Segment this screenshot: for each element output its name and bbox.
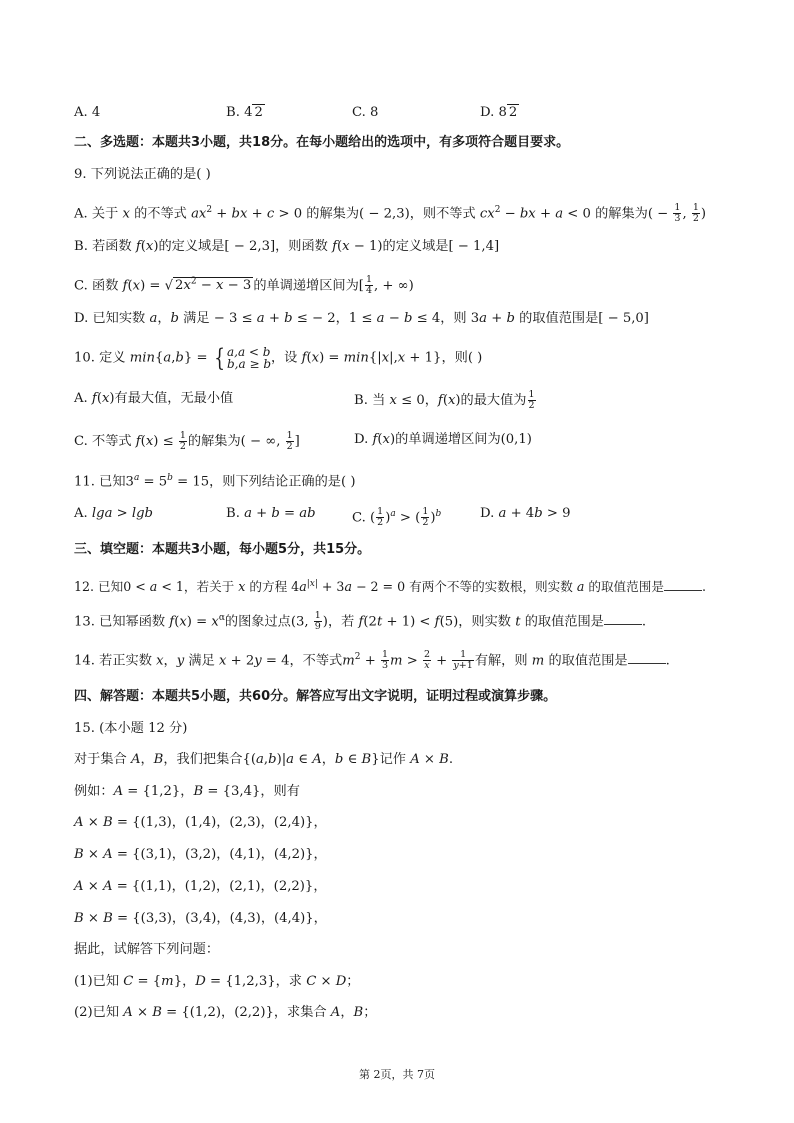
q13: 13. 已知幂函数 $f(x) = x^\alpha$的图象过点(3, $\frac{1}{9}$ )，若 f(2t + 1) < f(5)，则实数 t 的取值范围是 .	[74, 610, 647, 633]
option-c: C. 8	[352, 105, 379, 120]
q11-stem: 11. 已知$3^a = 5^b = 15$，则下列结论正确的是( )	[74, 473, 356, 490]
q15-line-7: 据此，试解答下列问题：	[74, 942, 220, 957]
section-title-solutions: 四、解答题：本题共5小题，共60分。解答应写出文字说明，证明过程或演算步骤。	[74, 689, 557, 704]
q15-line-2: 例如：A = {1,2}，B = {3,4}，则有	[74, 784, 300, 799]
q11-option-d: D. a + 4b > 9	[480, 506, 571, 521]
q9-option-a: A. 关于 x 的不等式 $ax^2$ + bx + c > 0 的解集为( − 2,3)，则不等式 $cx^2$ − bx + a < 0 的解集为( − $\frac{1}{3}$ , $\frac{1}{2}$ )	[74, 202, 707, 225]
q15-line-6: B × B = {(3,3)，(3,4)，(4,3)，(4,4)}，	[74, 911, 327, 926]
q11-option-b: B. a + b = ab	[226, 506, 316, 521]
q9-option-b: B. 若函数 f(x)的定义域是[ − 2,3]，则函数 f(x − 1)的定义域是[ − 1,4]	[74, 239, 500, 254]
q9-stem: 9. 下列说法正确的是( )	[74, 167, 211, 182]
section-title-multiple-choice: 二、多选题：本题共3小题，共18分。在每小题给出的选项中，有多项符合题目要求。	[74, 135, 570, 150]
q15-line-1: 对于集合 A，B，我们把集合{(a,b)|a ∈ A，b ∈ B}记作 A × B.	[74, 752, 454, 767]
q11-option-a: A. lga > lgb	[74, 506, 153, 521]
option-b: B. 4 2	[226, 105, 263, 120]
option-a: A. 4	[74, 105, 101, 120]
q10-option-a: A. f(x)有最大值，无最小值	[74, 391, 234, 406]
section-title-fill-in: 三、填空题：本题共3小题，每小题5分，共15分。	[74, 542, 371, 557]
q15-part-2: (2)已知 A × B = {(1,2)，(2,2)}，求集合 A，B；	[74, 1005, 377, 1020]
q14: 14. 若正实数 x，y 满足 x + 2y = 4，不等式$m^2$ + $\frac{1}{3}$ m > $\frac{2}{x}$ + $\frac{1}{y+1}$ 有解，则 m 的取值范围是 .	[74, 649, 670, 672]
q11-option-c: C. ( $\frac{1}{2}$ )$^a$ > ( $\frac{1}{2}$ )$^b$	[352, 506, 442, 529]
q15-line-3: A × B = {(1,3)，(1,4)，(2,3)，(2,4)}，	[74, 815, 327, 830]
q15-title: 15. (本小题 12 分)	[74, 721, 188, 736]
q15-line-4: B × A = {(3,1)，(3,2)，(4,1)，(4,2)}，	[74, 847, 327, 862]
q15-part-1: (1)已知 C = {m}，D = {1,2,3}，求 C × D；	[74, 974, 360, 989]
q12: 12. 已知0 < a < 1，若关于 x 的方程 $4a^{|x|} + 3a - 2 = 0$ 有两个不等的实数根，则实数 a 的取值范围是 .	[74, 579, 706, 595]
option-d: D. 8 2	[480, 105, 518, 120]
page-footer: 第 2页，共 7页	[359, 1068, 435, 1081]
q10-option-b: B. 当 x ≤ 0，f(x)的最大值为 $\frac{1}{2}$	[354, 389, 535, 411]
q9-option-d: D. 已知实数 a，b 满足 − 3 ≤ a + b ≤ − 2，1 ≤ a − b ≤ 4，则 3a + b 的取值范围是[ − 5,0]	[74, 311, 649, 326]
q10-option-c: C. 不等式 f(x) ≤ $\frac{1}{2}$ 的解集为( − ∞, $\frac{1}{2}$ ]	[74, 430, 300, 452]
q15-line-5: A × A = {(1,1)，(1,2)，(2,1)，(2,2)}，	[74, 879, 327, 894]
q10-option-d: D. f(x)的单调递增区间为(0,1)	[354, 432, 532, 447]
q9-option-c: C. 函数 f(x) = √ $2x^2 - x - 3$ 的单调递增区间为[ $\frac{1}{4}$ , + ∞)	[74, 274, 414, 297]
q10-stem: 10. 定义 min{a,b} = { a,a < b b,a ≥ b，设 f(x) = min{|x|,x + 1}，则( )	[74, 344, 483, 372]
